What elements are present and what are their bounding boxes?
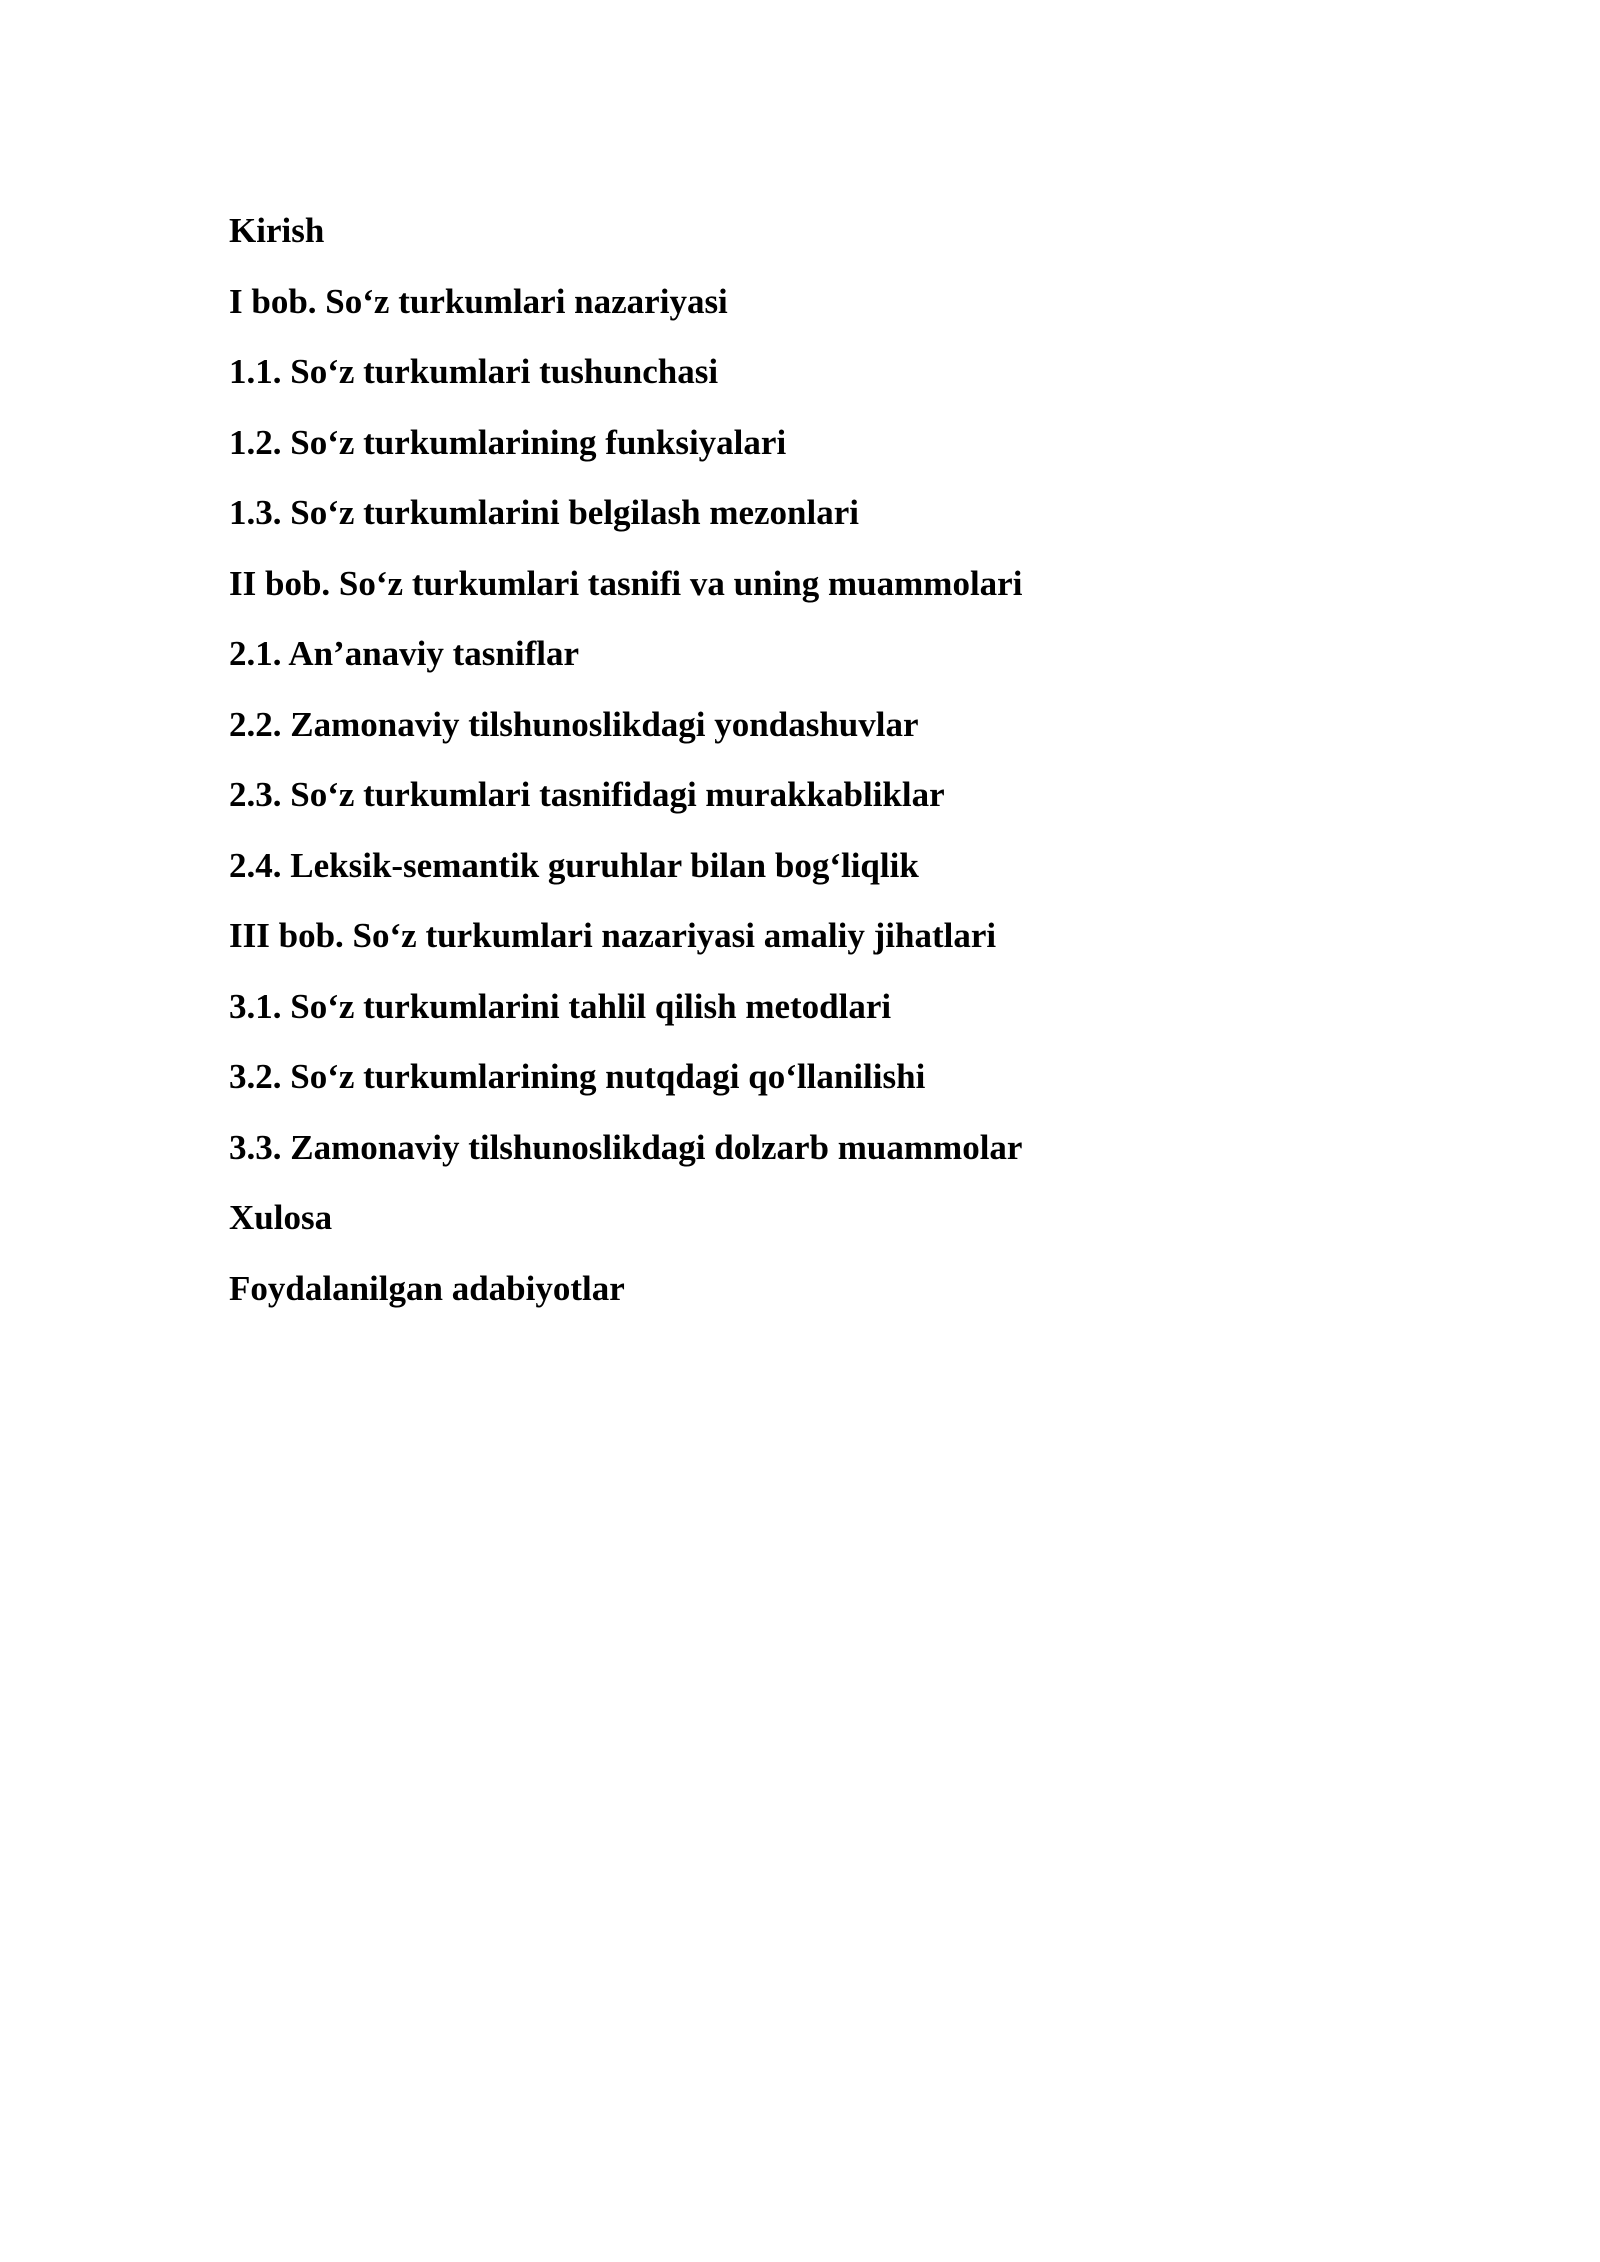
toc-item-chapter-3: III bob. So‘z turkumlari nazariyasi amaliy jihatlari [229, 916, 997, 955]
toc-item-chapter-2: II bob. So‘z turkumlari tasnifi va uning muammolari [229, 563, 1023, 603]
toc-item-section-1-3: 1.3. So‘z turkumlarini belgilash mezonlari [229, 493, 859, 532]
toc-item-section-1-2: 1.2. So‘z turkumlarining funksiyalari [229, 422, 787, 462]
table-of-contents [229, 196, 1022, 1324]
toc-item-section-2-2: 2.2. Zamonaviy tilshunoslikdagi yondashuvlar [229, 704, 919, 744]
toc-item-section-2-4: 2.4. Leksik-semantik guruhlar bilan bog‘liqlik [229, 845, 919, 885]
toc-item-section-2-3: 2.3. So‘z turkumlari tasnifidagi murakkabliklar [229, 775, 945, 814]
toc-item-introduction: Kirish [229, 211, 325, 250]
toc-item-chapter-1: I bob. So‘z turkumlari nazariyasi [229, 281, 728, 321]
toc-item-section-3-1: 3.1. So‘z turkumlarini tahlil qilish metodlari [229, 986, 892, 1026]
toc-item-section-3-3: 3.3. Zamonaviy tilshunoslikdagi dolzarb muammolar [229, 1127, 1023, 1167]
toc-item-section-3-2: 3.2. So‘z turkumlarining nutqdagi qo‘llanilishi [229, 1057, 926, 1096]
toc-item-section-1-1: 1.1. So‘z turkumlari tushunchasi [229, 352, 719, 391]
toc-item-conclusion: Xulosa [229, 1198, 333, 1237]
toc-item-references: Foydalanilgan adabiyotlar [229, 1268, 625, 1308]
toc-item-section-2-1: 2.1. An’anaviy tasniflar [229, 634, 580, 673]
